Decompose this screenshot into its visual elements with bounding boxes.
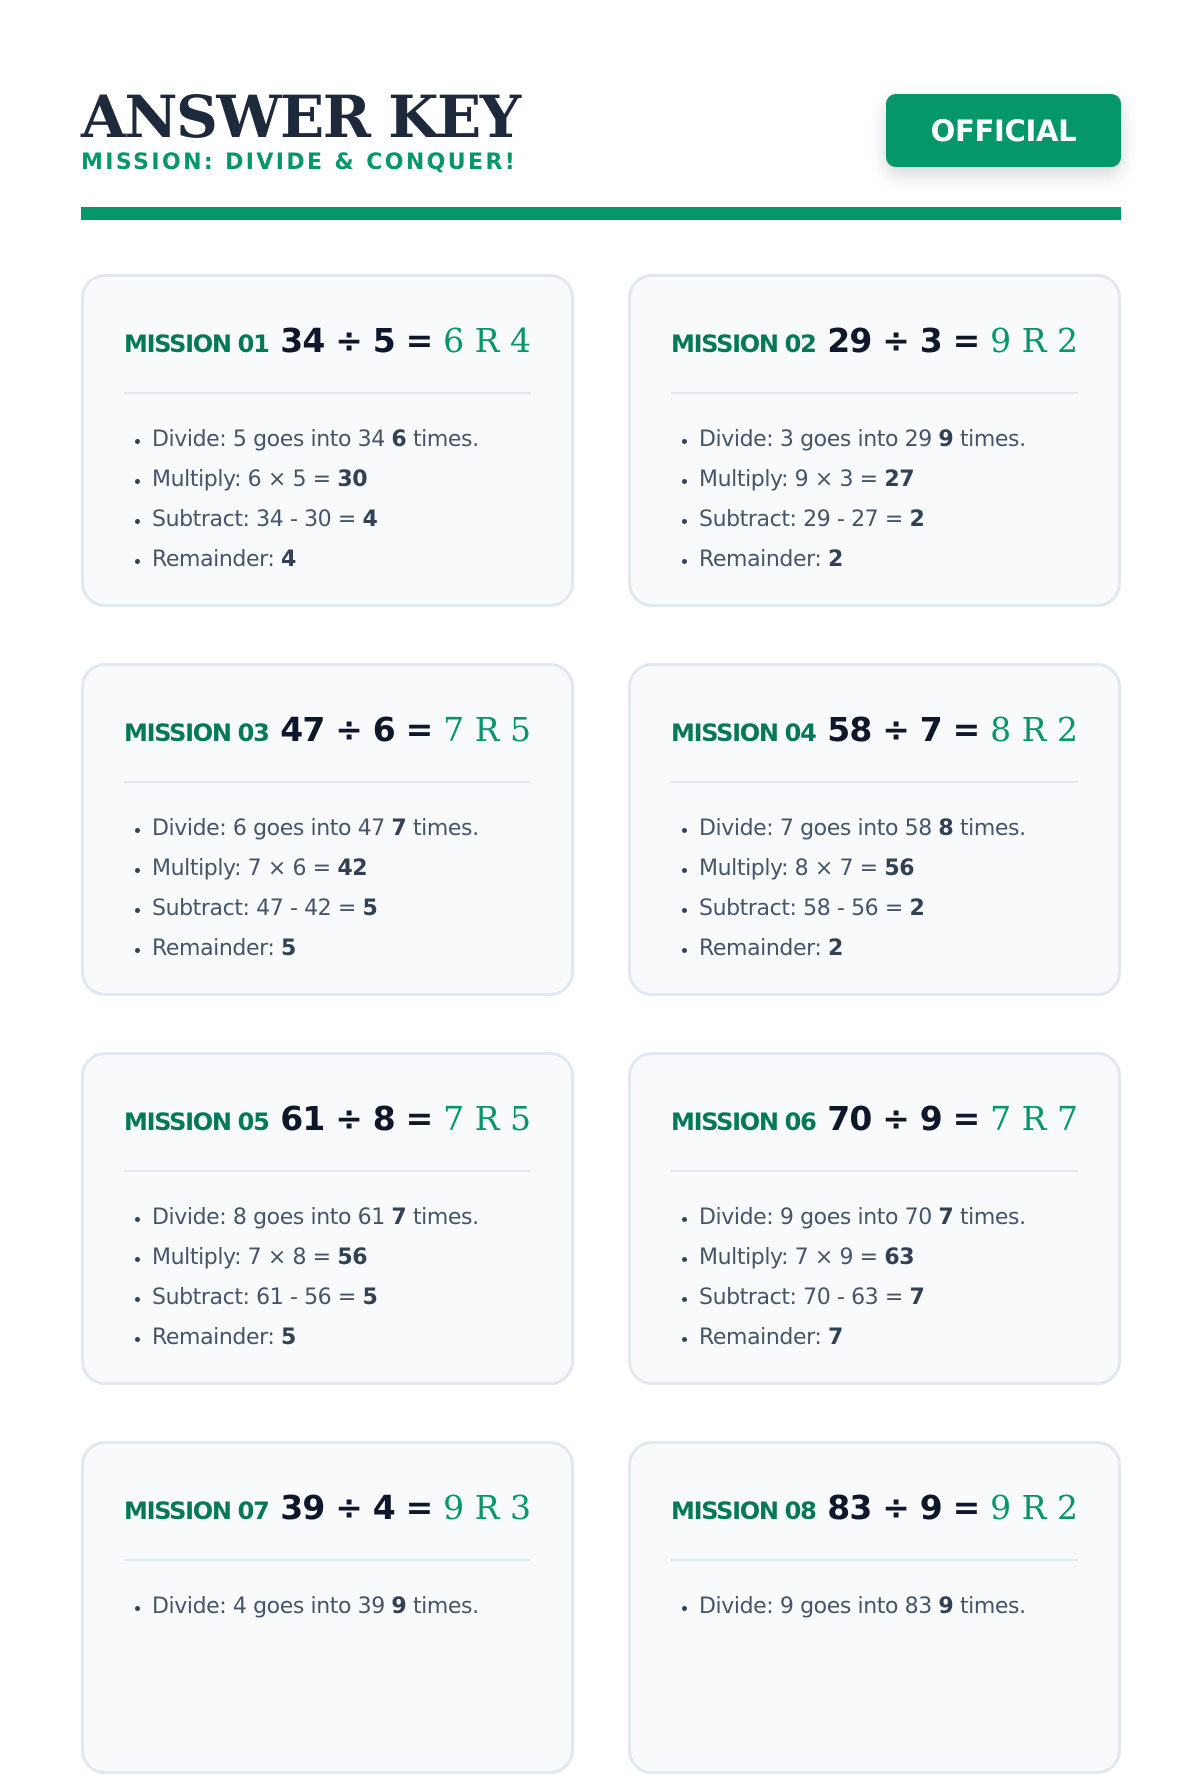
division-answer: 9 R 3 (443, 1488, 531, 1527)
step-text: Remainder: (152, 1325, 275, 1350)
step-result: 2 (827, 936, 843, 961)
step-text: Divide: 8 goes into 61 (152, 1205, 385, 1230)
mission-equation (280, 321, 531, 360)
step-result: 8 (938, 816, 954, 841)
mission-card-header (124, 321, 531, 394)
mission-label: MISSION 08 (671, 1497, 816, 1525)
step-text: Multiply: 6 × 5 = (152, 467, 331, 492)
solution-step (152, 1238, 531, 1278)
division-problem: 58 ÷ 7 = (827, 710, 980, 749)
mission-label: MISSION 02 (671, 330, 816, 358)
mission-card-header (671, 1099, 1078, 1172)
step-text: Divide: 5 goes into 34 (152, 427, 385, 452)
step-text: Divide: 7 goes into 58 (699, 816, 932, 841)
step-result: 7 (909, 1285, 925, 1310)
solution-step (699, 889, 1078, 929)
solution-step (699, 1587, 1078, 1627)
solution-step (152, 849, 531, 889)
division-answer: 6 R 4 (443, 321, 531, 360)
step-text-suffix: times. (959, 1205, 1026, 1230)
solution-step (699, 420, 1078, 460)
solution-steps (671, 1587, 1078, 1627)
division-answer: 9 R 2 (990, 321, 1078, 360)
solution-steps (671, 809, 1078, 969)
step-text-suffix: times. (412, 1205, 479, 1230)
page-subtitle: MISSION: DIVIDE & CONQUER! (81, 150, 518, 175)
step-text: Divide: 9 goes into 70 (699, 1205, 932, 1230)
mission-equation (827, 1099, 1078, 1138)
division-problem: 70 ÷ 9 = (827, 1099, 980, 1138)
official-badge: OFFICIAL (886, 94, 1121, 167)
solution-steps (124, 1198, 531, 1358)
mission-card (81, 663, 574, 996)
mission-equation (280, 710, 531, 749)
step-result: 5 (280, 936, 296, 961)
mission-label: MISSION 07 (124, 1497, 269, 1525)
solution-step (152, 1278, 531, 1318)
solution-step (699, 1278, 1078, 1318)
solution-steps (124, 1587, 531, 1627)
solution-step (152, 500, 531, 540)
division-answer: 7 R 7 (990, 1099, 1078, 1138)
mission-equation (827, 710, 1078, 749)
solution-step (699, 1318, 1078, 1358)
solution-step (699, 929, 1078, 969)
solution-step (699, 500, 1078, 540)
solution-step (699, 1238, 1078, 1278)
mission-card (628, 1441, 1121, 1774)
solution-step (699, 540, 1078, 580)
step-result: 42 (337, 856, 368, 881)
step-text: Remainder: (699, 1325, 822, 1350)
step-text-suffix: times. (412, 427, 479, 452)
solution-steps (124, 420, 531, 580)
step-result: 27 (884, 467, 915, 492)
step-result: 2 (827, 547, 843, 572)
mission-card-header (671, 1488, 1078, 1561)
mission-label: MISSION 05 (124, 1108, 269, 1136)
mission-card (81, 274, 574, 607)
mission-card (628, 663, 1121, 996)
step-text: Remainder: (152, 936, 275, 961)
step-result: 30 (337, 467, 368, 492)
step-text: Multiply: 7 × 9 = (699, 1245, 878, 1270)
mission-label: MISSION 01 (124, 330, 269, 358)
solution-step (152, 1198, 531, 1238)
solution-step (699, 1198, 1078, 1238)
mission-card (628, 274, 1121, 607)
step-text: Subtract: 29 - 27 = (699, 507, 903, 532)
mission-card (628, 1052, 1121, 1385)
mission-card-header (124, 710, 531, 783)
solution-step (152, 540, 531, 580)
solution-step (152, 460, 531, 500)
step-text: Subtract: 61 - 56 = (152, 1285, 356, 1310)
step-text: Divide: 9 goes into 83 (699, 1594, 932, 1619)
division-problem: 34 ÷ 5 = (280, 321, 433, 360)
mission-card-header (124, 1099, 531, 1172)
division-answer: 8 R 2 (990, 710, 1078, 749)
mission-grid (81, 274, 1121, 1774)
mission-card (81, 1052, 574, 1385)
step-text: Remainder: (699, 936, 822, 961)
division-problem: 29 ÷ 3 = (827, 321, 980, 360)
step-result: 4 (280, 547, 296, 572)
step-text: Remainder: (152, 547, 275, 572)
solution-step (699, 809, 1078, 849)
page-title: ANSWER KEY (81, 83, 520, 151)
mission-card-header (671, 321, 1078, 394)
mission-equation (827, 1488, 1078, 1527)
division-answer: 7 R 5 (443, 710, 531, 749)
division-problem: 39 ÷ 4 = (280, 1488, 433, 1527)
mission-equation (280, 1488, 531, 1527)
step-result: 5 (362, 1285, 378, 1310)
mission-card-header (124, 1488, 531, 1561)
step-result: 7 (827, 1325, 843, 1350)
step-text: Multiply: 9 × 3 = (699, 467, 878, 492)
step-text: Multiply: 8 × 7 = (699, 856, 878, 881)
step-text-suffix: times. (959, 816, 1026, 841)
division-problem: 47 ÷ 6 = (280, 710, 433, 749)
step-text-suffix: times. (959, 427, 1026, 452)
division-problem: 61 ÷ 8 = (280, 1099, 433, 1138)
solution-steps (671, 420, 1078, 580)
mission-card (81, 1441, 574, 1774)
step-text-suffix: times. (959, 1594, 1026, 1619)
header-divider (81, 207, 1121, 220)
mission-label: MISSION 03 (124, 719, 269, 747)
step-text: Subtract: 58 - 56 = (699, 896, 903, 921)
answer-key-page (81, 0, 1121, 1619)
step-result: 2 (909, 507, 925, 532)
step-result: 9 (391, 1594, 407, 1619)
step-text: Subtract: 70 - 63 = (699, 1285, 903, 1310)
step-result: 7 (391, 1205, 407, 1230)
step-result: 9 (938, 1594, 954, 1619)
solution-step (152, 1587, 531, 1627)
step-result: 6 (391, 427, 407, 452)
step-text-suffix: times. (412, 816, 479, 841)
step-text: Multiply: 7 × 6 = (152, 856, 331, 881)
mission-label: MISSION 04 (671, 719, 816, 747)
step-text: Divide: 3 goes into 29 (699, 427, 932, 452)
solution-step (699, 460, 1078, 500)
solution-step (699, 849, 1078, 889)
step-result: 56 (884, 856, 915, 881)
solution-step (152, 929, 531, 969)
step-result: 9 (938, 427, 954, 452)
mission-label: MISSION 06 (671, 1108, 816, 1136)
mission-card-header (671, 710, 1078, 783)
step-result: 4 (362, 507, 378, 532)
solution-steps (671, 1198, 1078, 1358)
step-text: Remainder: (699, 547, 822, 572)
mission-equation (280, 1099, 531, 1138)
step-text-suffix: times. (412, 1594, 479, 1619)
step-result: 5 (280, 1325, 296, 1350)
step-result: 2 (909, 896, 925, 921)
step-text: Multiply: 7 × 8 = (152, 1245, 331, 1270)
solution-step (152, 889, 531, 929)
division-answer: 7 R 5 (443, 1099, 531, 1138)
mission-equation (827, 321, 1078, 360)
step-text: Divide: 4 goes into 39 (152, 1594, 385, 1619)
step-result: 63 (884, 1245, 915, 1270)
page-header (81, 0, 1121, 221)
step-result: 5 (362, 896, 378, 921)
step-result: 7 (391, 816, 407, 841)
division-problem: 83 ÷ 9 = (827, 1488, 980, 1527)
solution-step (152, 1318, 531, 1358)
step-text: Subtract: 34 - 30 = (152, 507, 356, 532)
division-answer: 9 R 2 (990, 1488, 1078, 1527)
step-result: 56 (337, 1245, 368, 1270)
step-text: Divide: 6 goes into 47 (152, 816, 385, 841)
step-text: Subtract: 47 - 42 = (152, 896, 356, 921)
step-result: 7 (938, 1205, 954, 1230)
solution-steps (124, 809, 531, 969)
solution-step (152, 420, 531, 460)
solution-step (152, 809, 531, 849)
